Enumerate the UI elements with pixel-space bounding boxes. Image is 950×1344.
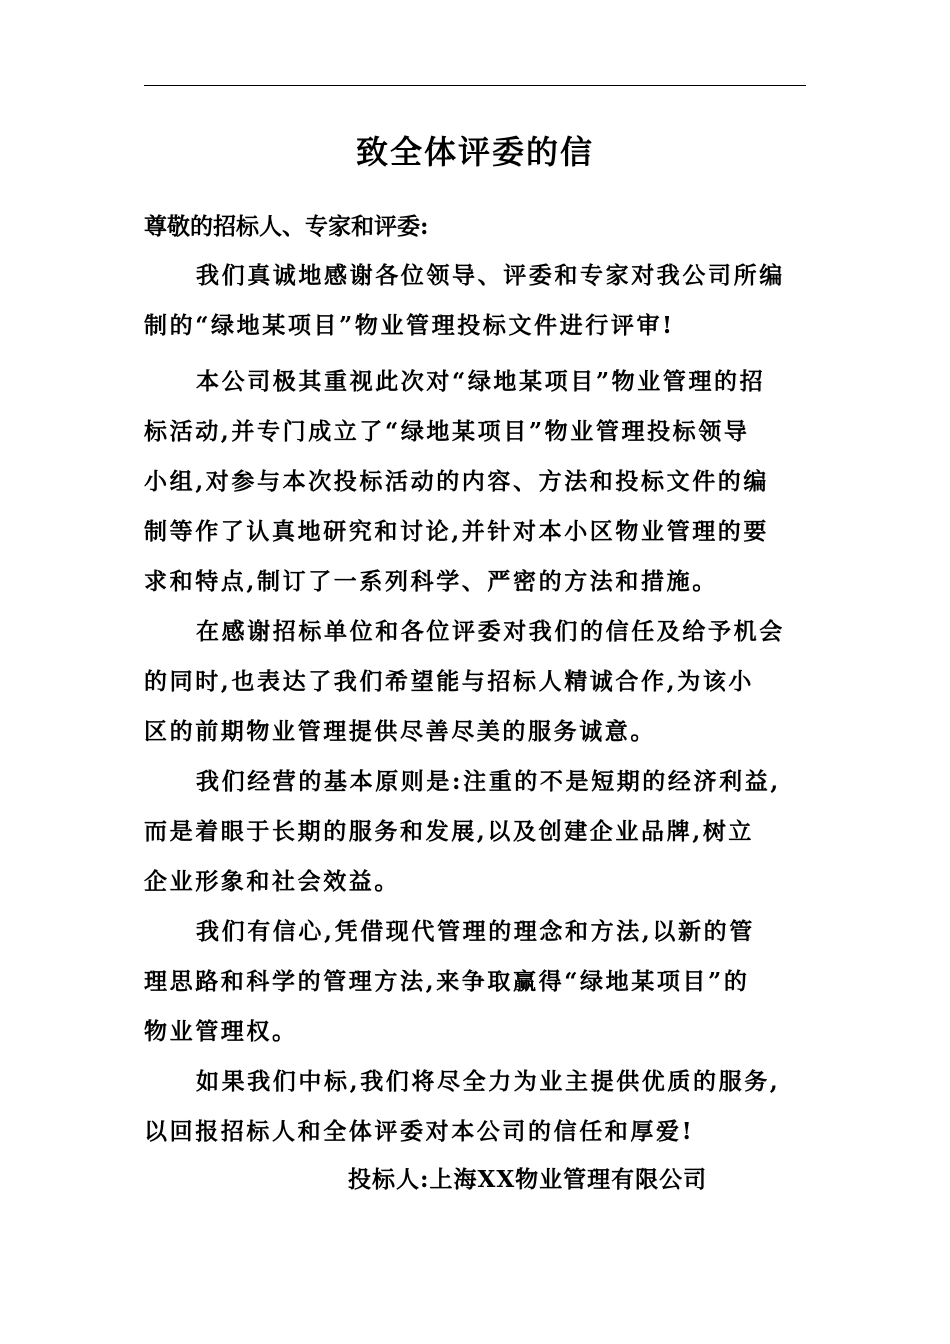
paragraph-cooperation <box>144 607 824 757</box>
paragraph-line: 而是着眼于长期的服务和发展,以及创建企业品牌,树立 <box>144 818 755 845</box>
paragraph-line: 制等作了认真地研究和讨论,并针对本小区物业管理的要 <box>144 518 770 545</box>
paragraph-line: 小组,对参与本次投标活动的内容、方法和投标文件的编 <box>144 468 770 495</box>
paragraph-confidence <box>144 907 824 1057</box>
paragraph-thanks <box>144 251 824 351</box>
header-rule <box>144 85 806 86</box>
paragraph-importance <box>144 357 824 607</box>
paragraph-line: 我们经营的基本原则是:注重的不是短期的经济利益, <box>196 768 781 795</box>
bidder-signature: 投标人:上海XX物业管理有限公司 <box>348 1166 708 1193</box>
paragraph-line: 制的“绿地某项目”物业管理投标文件进行评审! <box>144 312 675 339</box>
paragraph-line: 物业管理权。 <box>144 1018 298 1045</box>
paragraph-line: 企业形象和社会效益。 <box>144 868 400 895</box>
paragraph-line: 本公司极其重视此次对“绿地某项目”物业管理的招 <box>196 368 766 395</box>
salutation: 尊敬的招标人、专家和评委: <box>144 213 429 240</box>
letter-title: 致全体评委的信 <box>355 133 594 171</box>
paragraph-line: 求和特点,制订了一系列科学、严密的方法和措施。 <box>144 568 718 595</box>
paragraph-line: 以回报招标人和全体评委对本公司的信任和厚爱! <box>144 1118 695 1145</box>
paragraph-line: 区的前期物业管理提供尽善尽美的服务诚意。 <box>144 718 656 745</box>
paragraph-principles <box>144 757 824 907</box>
letter-body <box>144 251 824 1157</box>
paragraph-line: 我们真诚地感谢各位领导、评委和专家对我公司所编 <box>196 262 785 289</box>
paragraph-line: 的同时,也表达了我们希望能与招标人精诚合作,为该小 <box>144 668 755 695</box>
paragraph-line: 在感谢招标单位和各位评委对我们的信任及给予机会 <box>196 618 785 645</box>
paragraph-line: 标活动,并专门成立了“绿地某项目”物业管理投标领导 <box>144 418 750 445</box>
paragraph-line: 理思路和科学的管理方法,来争取赢得“绿地某项目”的 <box>144 968 750 995</box>
paragraph-commitment <box>144 1057 824 1157</box>
paragraph-line: 我们有信心,凭借现代管理的理念和方法,以新的管 <box>196 918 755 945</box>
paragraph-line: 如果我们中标,我们将尽全力为业主提供优质的服务, <box>196 1068 781 1095</box>
